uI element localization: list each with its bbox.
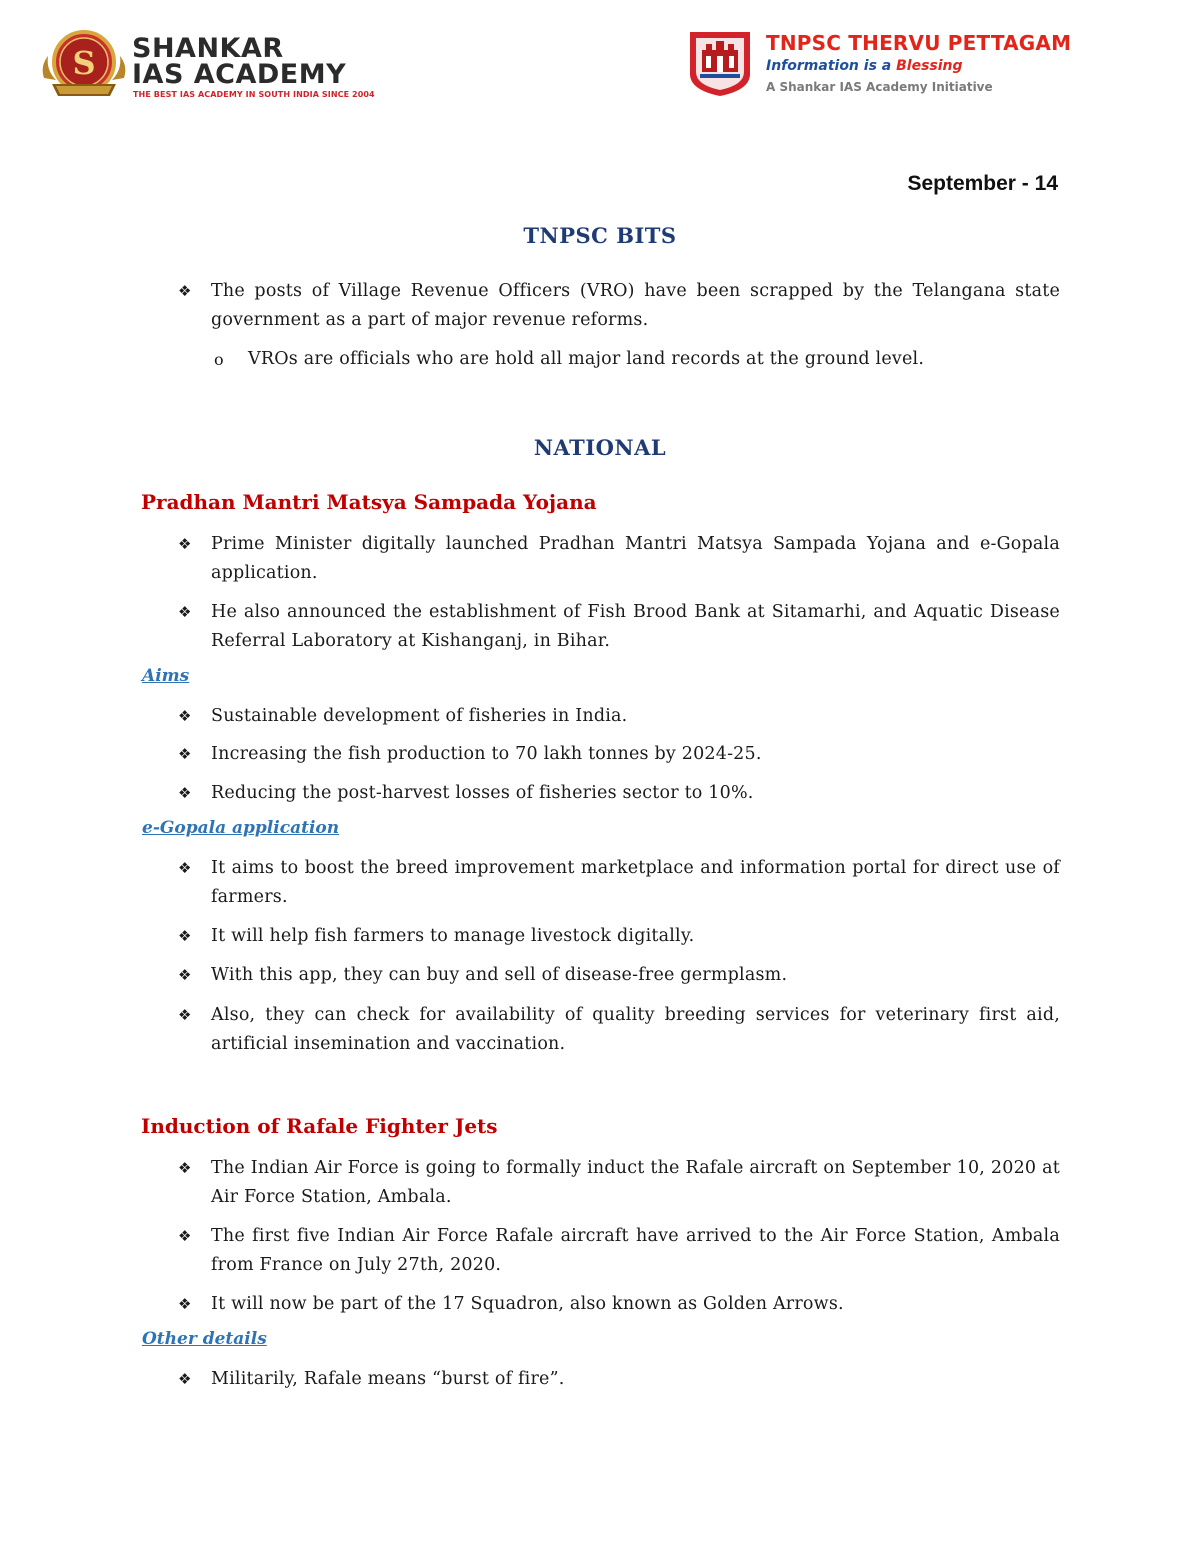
- tp-subtitle: [766, 58, 963, 74]
- tp-subtitle-highlight: Blessing: [896, 58, 963, 74]
- list-item-text: It will help fish farmers to manage livestock digitally.: [211, 926, 695, 946]
- tnpsc-bits-heading: TNPSC BITS: [523, 223, 677, 248]
- subheading-aims: Aims: [142, 666, 190, 686]
- building-logo-icon: [688, 28, 752, 98]
- bullet-circle-icon: o: [214, 350, 224, 369]
- bullet-diamond-icon: ❖: [178, 1227, 192, 1245]
- list-item: [178, 854, 1060, 912]
- section-title-pmmsy: Pradhan Mantri Matsya Sampada Yojana: [141, 490, 597, 514]
- bullet-diamond-icon: ❖: [178, 603, 192, 621]
- emblem-letter: S: [72, 44, 96, 82]
- list-item-text: It will now be part of the 17 Squadron, also known as Golden Arrows.: [211, 1294, 844, 1314]
- list-item: [178, 779, 1060, 808]
- tp-initiative: A Shankar IAS Academy Initiative: [766, 80, 993, 94]
- bullet-diamond-icon: ❖: [178, 1370, 192, 1388]
- shankar-emblem-icon: [38, 26, 130, 106]
- list-item-text: Militarily, Rafale means “burst of fire”.: [211, 1369, 565, 1389]
- list-item: [178, 598, 1060, 656]
- brand-tagline: THE BEST IAS ACADEMY IN SOUTH INDIA SINCE 2004: [133, 90, 375, 99]
- list-item: [178, 740, 1060, 769]
- subheading-egopala: e-Gopala application: [142, 818, 340, 838]
- list-item-text: The Indian Air Force is going to formally induct the Rafale aircraft on September 10, 2020 at Air Force Station, Ambala.: [211, 1158, 1060, 1207]
- section-title-rafale: Induction of Rafale Fighter Jets: [141, 1114, 498, 1138]
- bullet-diamond-icon: ❖: [178, 1006, 192, 1024]
- bullet-diamond-icon: ❖: [178, 745, 192, 763]
- bullet-diamond-icon: ❖: [178, 784, 192, 802]
- tnpsc-thervu-pettagam-logo: [688, 28, 1148, 100]
- list-item-text: Reducing the post-harvest losses of fisheries sector to 10%.: [211, 783, 754, 803]
- list-item-text: Sustainable development of fisheries in India.: [211, 706, 628, 726]
- bullet-diamond-icon: ❖: [178, 707, 192, 725]
- bullet-diamond-icon: ❖: [178, 927, 192, 945]
- sub-list-item-text: VROs are officials who are hold all major land records at the ground level.: [248, 349, 925, 369]
- national-heading: NATIONAL: [533, 435, 667, 460]
- sub-list-item: [214, 345, 1060, 374]
- list-item-text: He also announced the establishment of Fish Brood Bank at Sitamarhi, and Aquatic Disease Referral Laboratory at Kishanganj, in Bihar.: [211, 602, 1060, 651]
- bullet-diamond-icon: ❖: [178, 1295, 192, 1313]
- list-item-text: The first five Indian Air Force Rafale aircraft have arrived to the Air Force Station, Ambala from France on July 27th, 2020.: [211, 1226, 1060, 1275]
- list-item-text: With this app, they can buy and sell of disease-free germplasm.: [211, 965, 788, 985]
- list-item: [178, 1222, 1060, 1280]
- list-item: [178, 961, 1060, 990]
- subheading-other-details: Other details: [142, 1329, 267, 1349]
- list-item: [178, 1154, 1060, 1212]
- list-item: [178, 922, 1060, 951]
- bullet-diamond-icon: ❖: [178, 282, 192, 300]
- bullet-diamond-icon: ❖: [178, 966, 192, 984]
- tp-subtitle-prefix: Information is a: [766, 58, 897, 74]
- bullet-diamond-icon: ❖: [178, 1159, 192, 1177]
- list-item: [178, 1365, 1060, 1394]
- list-item: [178, 277, 1060, 335]
- brand-name-line2: IAS ACADEMY: [132, 59, 347, 90]
- list-item: [178, 702, 1060, 731]
- list-item: [178, 1001, 1060, 1059]
- bullet-diamond-icon: ❖: [178, 535, 192, 553]
- brand-name-line1: SHANKAR: [132, 33, 284, 64]
- list-item-text: It aims to boost the breed improvement marketplace and information portal for direct use of farmers.: [211, 858, 1060, 907]
- tp-title: TNPSC THERVU PETTAGAM: [766, 31, 1072, 55]
- date: September - 14: [907, 172, 1058, 195]
- list-item-text: Increasing the fish production to 70 lakh tonnes by 2024-25.: [211, 744, 762, 764]
- list-item-text: The posts of Village Revenue Officers (VRO) have been scrapped by the Telangana state government as a part of major revenue reforms.: [211, 281, 1060, 330]
- list-item-text: Also, they can check for availability of quality breeding services for veterinary first aid, artificial insemination and vaccination.: [211, 1005, 1060, 1054]
- bullet-diamond-icon: ❖: [178, 859, 192, 877]
- list-item: [178, 530, 1060, 588]
- list-item-text: Prime Minister digitally launched Pradhan Mantri Matsya Sampada Yojana and e-Gopala application.: [211, 534, 1060, 583]
- list-item: [178, 1290, 1060, 1319]
- shankar-ias-logo: [38, 26, 375, 110]
